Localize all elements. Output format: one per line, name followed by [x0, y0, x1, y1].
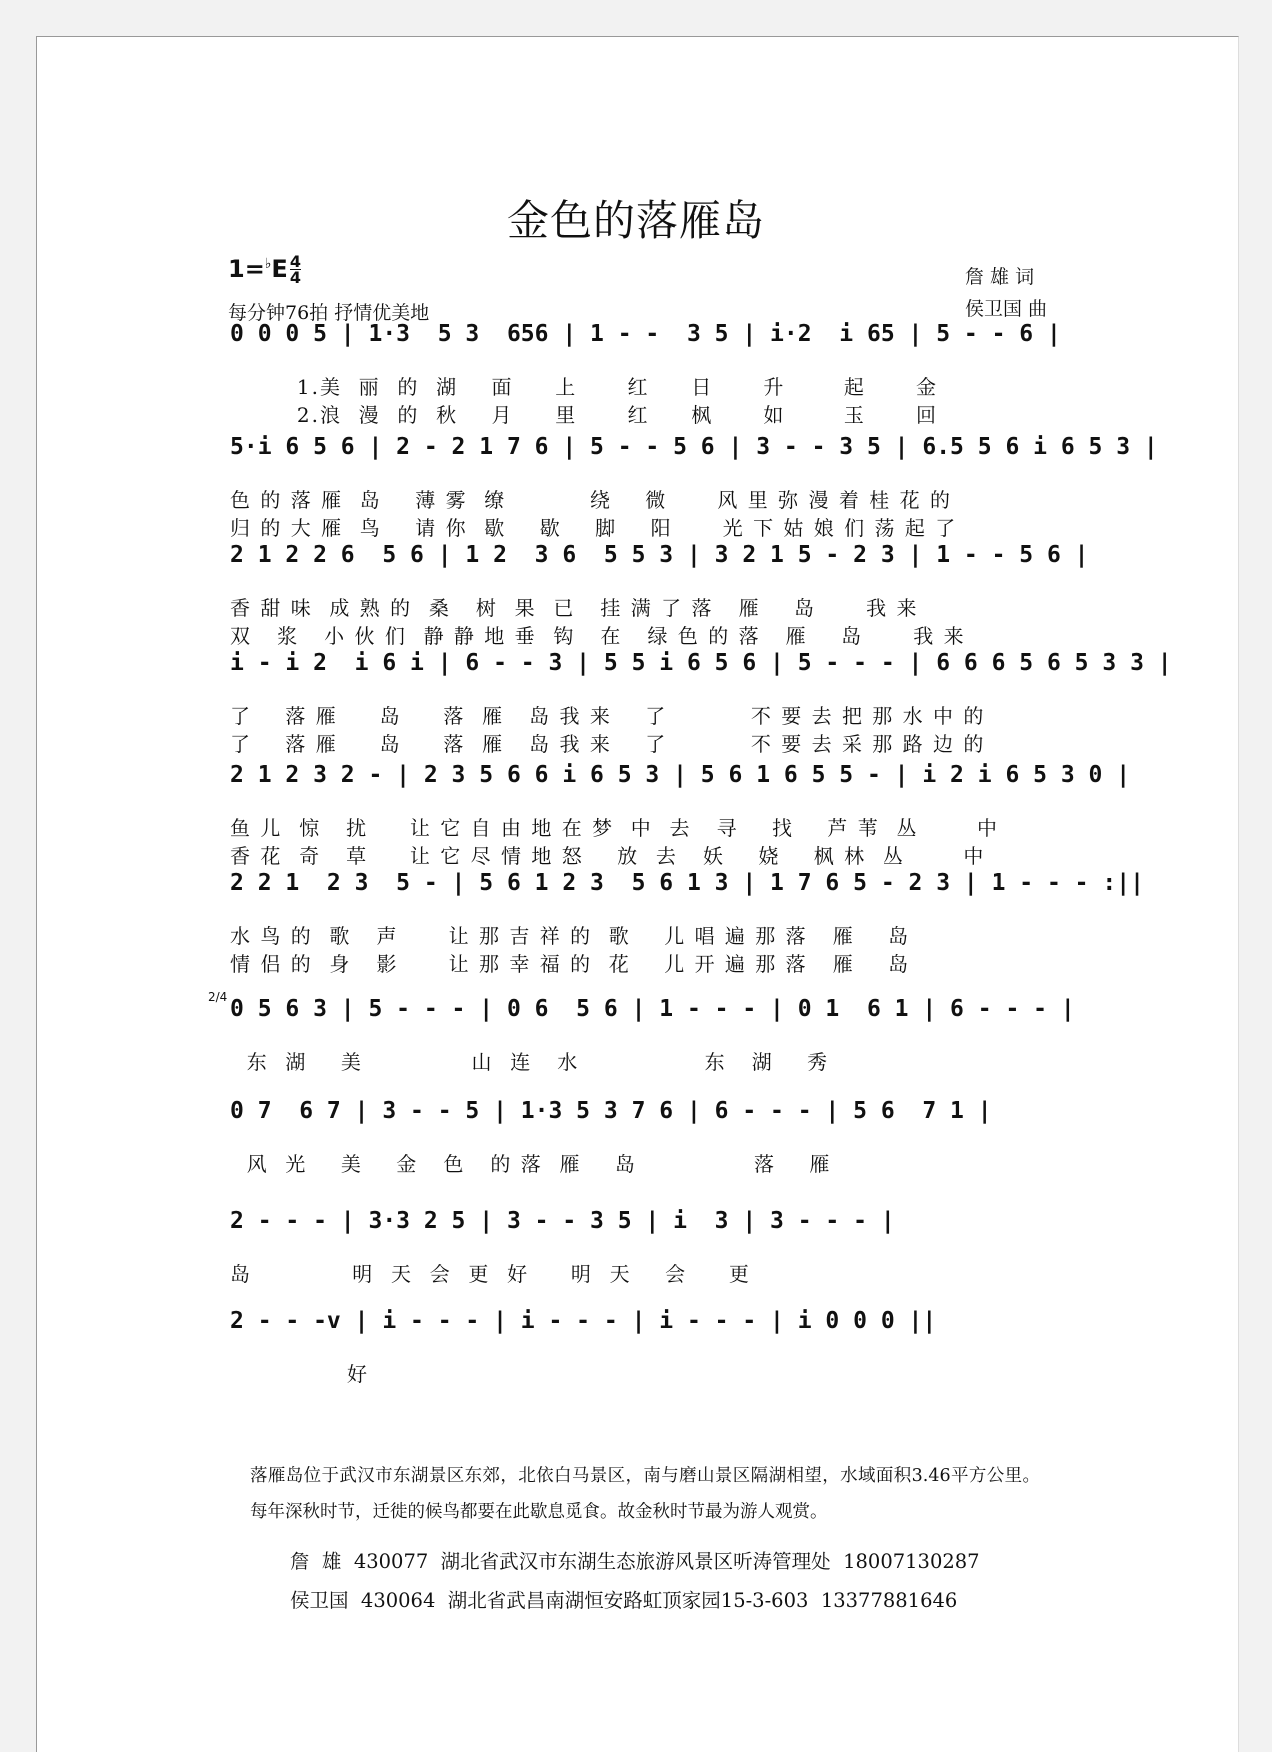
lyric-line: 鱼 儿 惊 扰 让 它 自 由 地 在 梦 中 去 寻 找 芦 苇 丛 中 — [230, 816, 1000, 840]
notation-line: 2 - - -v | i - - - | i - - - | i - - - | i 0 0 0 || — [230, 1308, 937, 1334]
contact-name: 詹 雄 — [290, 1550, 342, 1573]
lyric-line: 了 落 雁 岛 落 雁 岛 我 来 了 不 要 去 把 那 水 中 的 — [230, 704, 986, 728]
lyric-line: 双 浆 小 伙 们 静 静 地 垂 钩 在 绿 色 的 落 雁 岛 我 来 — [230, 624, 966, 648]
contact-phone: 18007130287 — [843, 1550, 980, 1573]
contact-name: 侯卫国 — [290, 1589, 349, 1612]
contact-lyricist — [290, 1546, 980, 1574]
song-title: 金色的落雁岛 — [506, 196, 765, 245]
meter-denominator: 4 — [289, 268, 301, 287]
key-prefix: 1= — [228, 255, 265, 283]
notation-line: i - i 2 i 6 i | 6 - - 3 | 5 5 i 6 5 6 | 5 - - - | 6 6 6 5 6 5 3 3 | — [230, 650, 1172, 676]
time-signature — [290, 254, 301, 285]
contact-composer — [290, 1585, 1001, 1613]
contact-address: 湖北省武汉市东湖生态旅游风景区听涛管理处 — [440, 1550, 831, 1573]
lyric-line: 归 的 大 雁 鸟 请 你 歇 歇 脚 阳 光 下 姑 娘 们 荡 起 了 — [230, 516, 958, 540]
notation-line: 2 2 1 2 3 5 - | 5 6 1 2 3 5 6 1 3 | 1 7 6 5 - 2 3 | 1 - - - :|| — [230, 870, 1144, 896]
lyric-line: 东 湖 美 山 连 水 东 湖 秀 — [230, 1050, 830, 1074]
notation-line: 2 - - - | 3·3 2 5 | 3 - - 3 5 | i 3 | 3 - - - | — [230, 1208, 895, 1234]
lyric-line: 岛 明 天 会 更 好 明 天 会 更 — [230, 1262, 751, 1286]
lyric-line: 香 花 奇 草 让 它 尽 情 地 怒 放 去 妖 娆 枫 林 丛 中 — [230, 844, 986, 868]
lyric-line: 1.美 丽 的 湖 面 上 红 日 升 起 金 — [230, 375, 939, 399]
lyric-line: 2.浪 漫 的 秋 月 里 红 枫 如 玉 回 — [230, 403, 939, 427]
lyricist-credit: 詹 雄 词 — [965, 266, 1035, 288]
notation-line: 2 1 2 3 2 - | 2 3 5 6 6 i 6 5 3 | 5 6 1 6 5 5 - | i 2 i 6 5 3 0 | — [230, 762, 1131, 788]
lyric-line: 香 甜 味 成 熟 的 桑 树 果 已 挂 满 了 落 雁 岛 我 来 — [230, 596, 919, 620]
contact-phone: 13377881646 — [820, 1589, 958, 1612]
contact-address: 湖北省武昌南湖恒安路虹顶家园15-3-603 — [447, 1589, 809, 1612]
notation-line: 5·i 6 5 6 | 2 - 2 1 7 6 | 5 - - 5 6 | 3 - - 3 5 | 6.5 5 6 i 6 5 3 | — [230, 434, 1158, 460]
key-letter: E — [271, 255, 288, 283]
notation-line: 2 1 2 2 6 5 6 | 1 2 3 6 5 5 3 | 3 2 1 5 - 2 3 | 1 - - 5 6 | — [230, 542, 1089, 568]
description-text: 落雁岛位于武汉市东湖景区东郊，北依白马景区，南与磨山景区隔湖相望，水域面积3.46平方公里。每年深秋时节，迁徙的候鸟都要在此歇息觅食。故金秋时节最为游人观赏。 — [250, 1466, 1040, 1522]
lyric-line: 水 鸟 的 歌 声 让 那 吉 祥 的 歌 儿 唱 遍 那 落 雁 岛 — [230, 924, 911, 948]
flat-sign: ♭ — [264, 256, 272, 272]
lyric-line: 了 落 雁 岛 落 雁 岛 我 来 了 不 要 去 采 那 路 边 的 — [230, 732, 986, 756]
lyric-line: 风 光 美 金 色 的 落 雁 岛 落 雁 — [230, 1152, 832, 1176]
meter-change: 2/4 — [208, 990, 228, 1004]
lyric-line: 好 — [230, 1362, 370, 1386]
tempo-marking: 每分钟76拍 抒情优美地 — [228, 302, 430, 324]
notation-line: 0 7 6 7 | 3 - - 5 | 1·3 5 3 7 6 | 6 - - - | 5 6 7 1 | — [230, 1098, 992, 1124]
notation-line: 0 0 0 5 | 1·3 5 3 656 | 1 - - 3 5 | i·2 i 65 | 5 - - 6 | — [230, 321, 1061, 347]
contact-zip: 430077 — [353, 1550, 429, 1573]
lyric-line: 情 侣 的 身 影 让 那 幸 福 的 花 儿 开 遍 那 落 雁 岛 — [230, 952, 911, 976]
composer-credit: 侯卫国 曲 — [965, 298, 1048, 320]
meter-numerator: 4 — [289, 252, 301, 271]
key-signature — [228, 254, 301, 285]
contact-zip: 430064 — [360, 1589, 436, 1612]
lyric-line: 色 的 落 雁 岛 薄 雾 缭 绕 微 风 里 弥 漫 着 桂 花 的 — [230, 488, 952, 512]
notation-line: 0 5 6 3 | 5 - - - | 0 6 5 6 | 1 - - - | 0 1 6 1 | 6 - - - | — [230, 996, 1075, 1022]
